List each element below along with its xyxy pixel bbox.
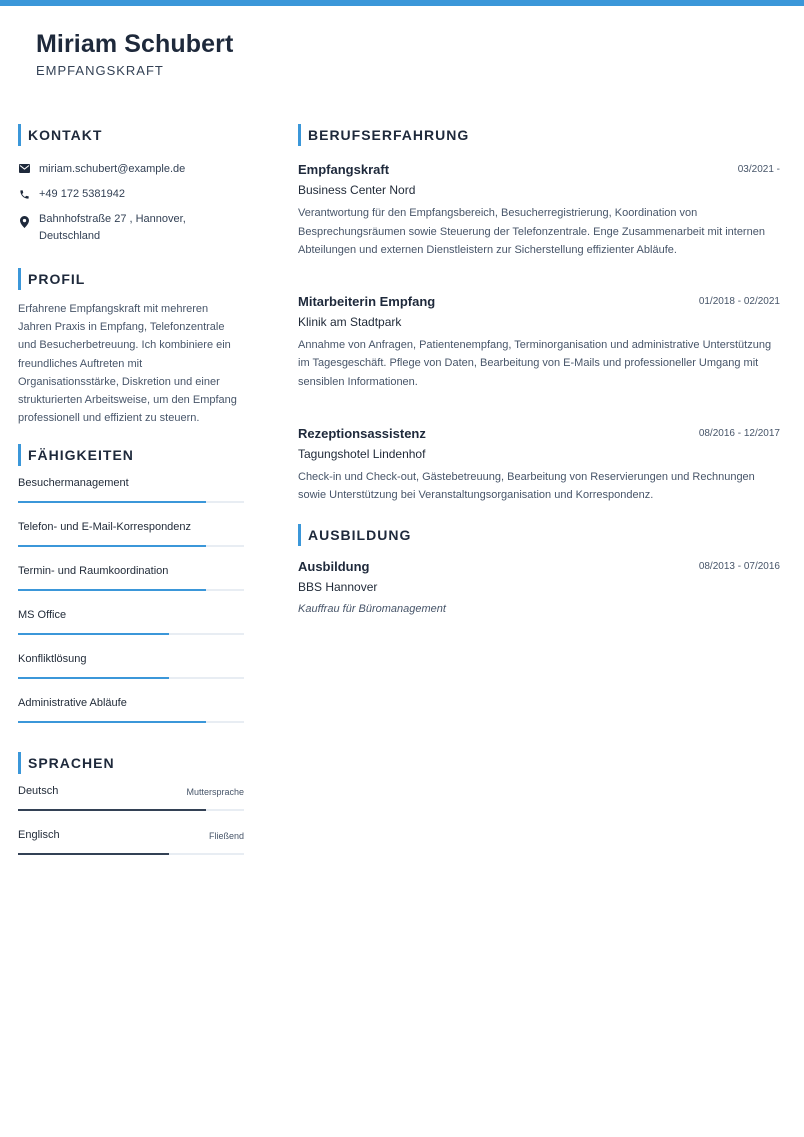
education-title: Ausbildung [298, 558, 370, 574]
skill-bar [18, 633, 244, 635]
skill-label: Telefon- und E-Mail-Korrespondenz [18, 521, 192, 534]
contact-phone [18, 186, 244, 203]
address-text [39, 211, 186, 245]
skill-bar-fill [18, 501, 206, 503]
education-entry [298, 559, 784, 615]
skill-bar [18, 501, 244, 503]
job-entry-description: Verantwortung für den Empfangsbereich, Besucherregistrierung, Koordination von Besprechungsräumen sowie Steuerung der Telefonzentrale. Enge Zusammenarbeit mit internen Abteilungen und externen Dienstleistern zur Sicherstellung effizienter Abläufe. [298, 207, 765, 257]
education-school: BBS Hannover [298, 579, 378, 594]
top-accent-bar [0, 0, 804, 6]
profile-text: Erfahrene Empfangskraft mit mehreren Jahren Praxis in Empfang, Telefonzentrale und Besucherbetreuung. Ich kombiniere ein freundliches Auftreten mit Organisationsstärke, Diskretion und einer strukturierten Arbeitsweise, um den Empfang professionell und effizient zu steuern. [18, 303, 237, 425]
skill-item [18, 561, 244, 605]
skill-item [18, 649, 244, 693]
job-entry [298, 426, 784, 505]
skill-bar-fill [18, 589, 206, 591]
skill-bar-fill [18, 721, 206, 723]
phone-text[interactable]: +49 172 5381942 [39, 188, 125, 200]
skill-label: Termin- und Raumkoordination [18, 565, 169, 578]
education-degree: Kauffrau für Büromanagement [298, 602, 446, 615]
skill-bar [18, 589, 244, 591]
mail-icon [18, 161, 30, 173]
job-entry-description: Check-in und Check-out, Gästebetreuung, Bearbeitung von Reservierungen und Rechnungen sowie Unterstützung bei Veranstaltungsorganisation und Korrespondenz. [298, 470, 755, 502]
address-line-1: Bahnhofstraße 27 , Hannover, [39, 213, 186, 225]
contact-address [18, 211, 244, 245]
job-entry-date: 03/2021 - [737, 164, 780, 175]
language-item [18, 825, 244, 869]
languages-heading: SPRACHEN [18, 752, 244, 774]
skill-label: Besuchermanagement [18, 477, 129, 490]
contact-email [18, 161, 244, 178]
experience-heading: BERUFSERFAHRUNG [298, 124, 784, 146]
email-text[interactable]: miriam.schubert@example.de [39, 163, 186, 175]
job-entry-title: Mitarbeiterin Empfang [298, 293, 436, 309]
language-bar-fill [18, 853, 169, 855]
skill-bar [18, 677, 244, 679]
language-level: Muttersprache [186, 787, 244, 798]
job-entry [298, 294, 784, 392]
phone-icon [18, 186, 30, 200]
job-entry-title: Rezeptionsassistenz [298, 425, 426, 441]
skills-list [18, 473, 244, 737]
skill-item [18, 693, 244, 737]
skills-heading: FÄHIGKEITEN [18, 444, 244, 466]
left-column [18, 124, 244, 869]
skill-item [18, 473, 244, 517]
location-pin-icon [18, 211, 30, 228]
language-label: Deutsch [18, 785, 59, 798]
language-level: Fließend [208, 831, 244, 842]
skill-bar [18, 721, 244, 723]
job-entry-date: 01/2018 - 02/2021 [698, 295, 780, 307]
skill-item [18, 605, 244, 649]
language-bar-fill [18, 809, 206, 811]
skill-bar-fill [18, 545, 206, 547]
education-heading: AUSBILDUNG [298, 524, 784, 546]
skill-label: Administrative Abläufe [18, 697, 127, 710]
job-entry-company: Tagungshotel Lindenhof [298, 446, 426, 461]
languages-list [18, 781, 244, 869]
language-item [18, 781, 244, 825]
skill-bar-fill [18, 677, 169, 679]
skill-bar-fill [18, 633, 169, 635]
person-name: Miriam Schubert [36, 30, 234, 58]
job-entry-title: Empfangskraft [298, 162, 390, 177]
profile-heading: PROFIL [18, 268, 244, 290]
job-entry [298, 162, 784, 260]
job-entry-description: Annahme von Anfragen, Patientenempfang, Terminorganisation und administrative Unterstützung im Tagesgeschäft. Pflege von Daten, Bearbeitung von E-Mails und professioneller Umgang mit sensiblen Informationen. [298, 338, 772, 388]
skill-item [18, 517, 244, 561]
job-entry-date: 08/2016 - 12/2017 [698, 427, 780, 439]
language-bar [18, 809, 244, 811]
job-title: EMPFANGSKRAFT [36, 63, 164, 78]
skill-label: Konfliktlösung [18, 653, 87, 666]
skill-label: MS Office [18, 609, 67, 622]
skill-bar [18, 545, 244, 547]
job-entry-company: Klinik am Stadtpark [298, 314, 402, 329]
language-bar [18, 853, 244, 855]
language-label: Englisch [18, 829, 60, 842]
job-entry-company: Business Center Nord [298, 183, 416, 197]
contact-heading: KONTAKT [18, 124, 244, 146]
right-column [298, 124, 784, 615]
address-line-2: Deutschland [39, 230, 101, 242]
resume-header [36, 30, 233, 78]
education-date: 08/2013 - 07/2016 [698, 560, 780, 572]
